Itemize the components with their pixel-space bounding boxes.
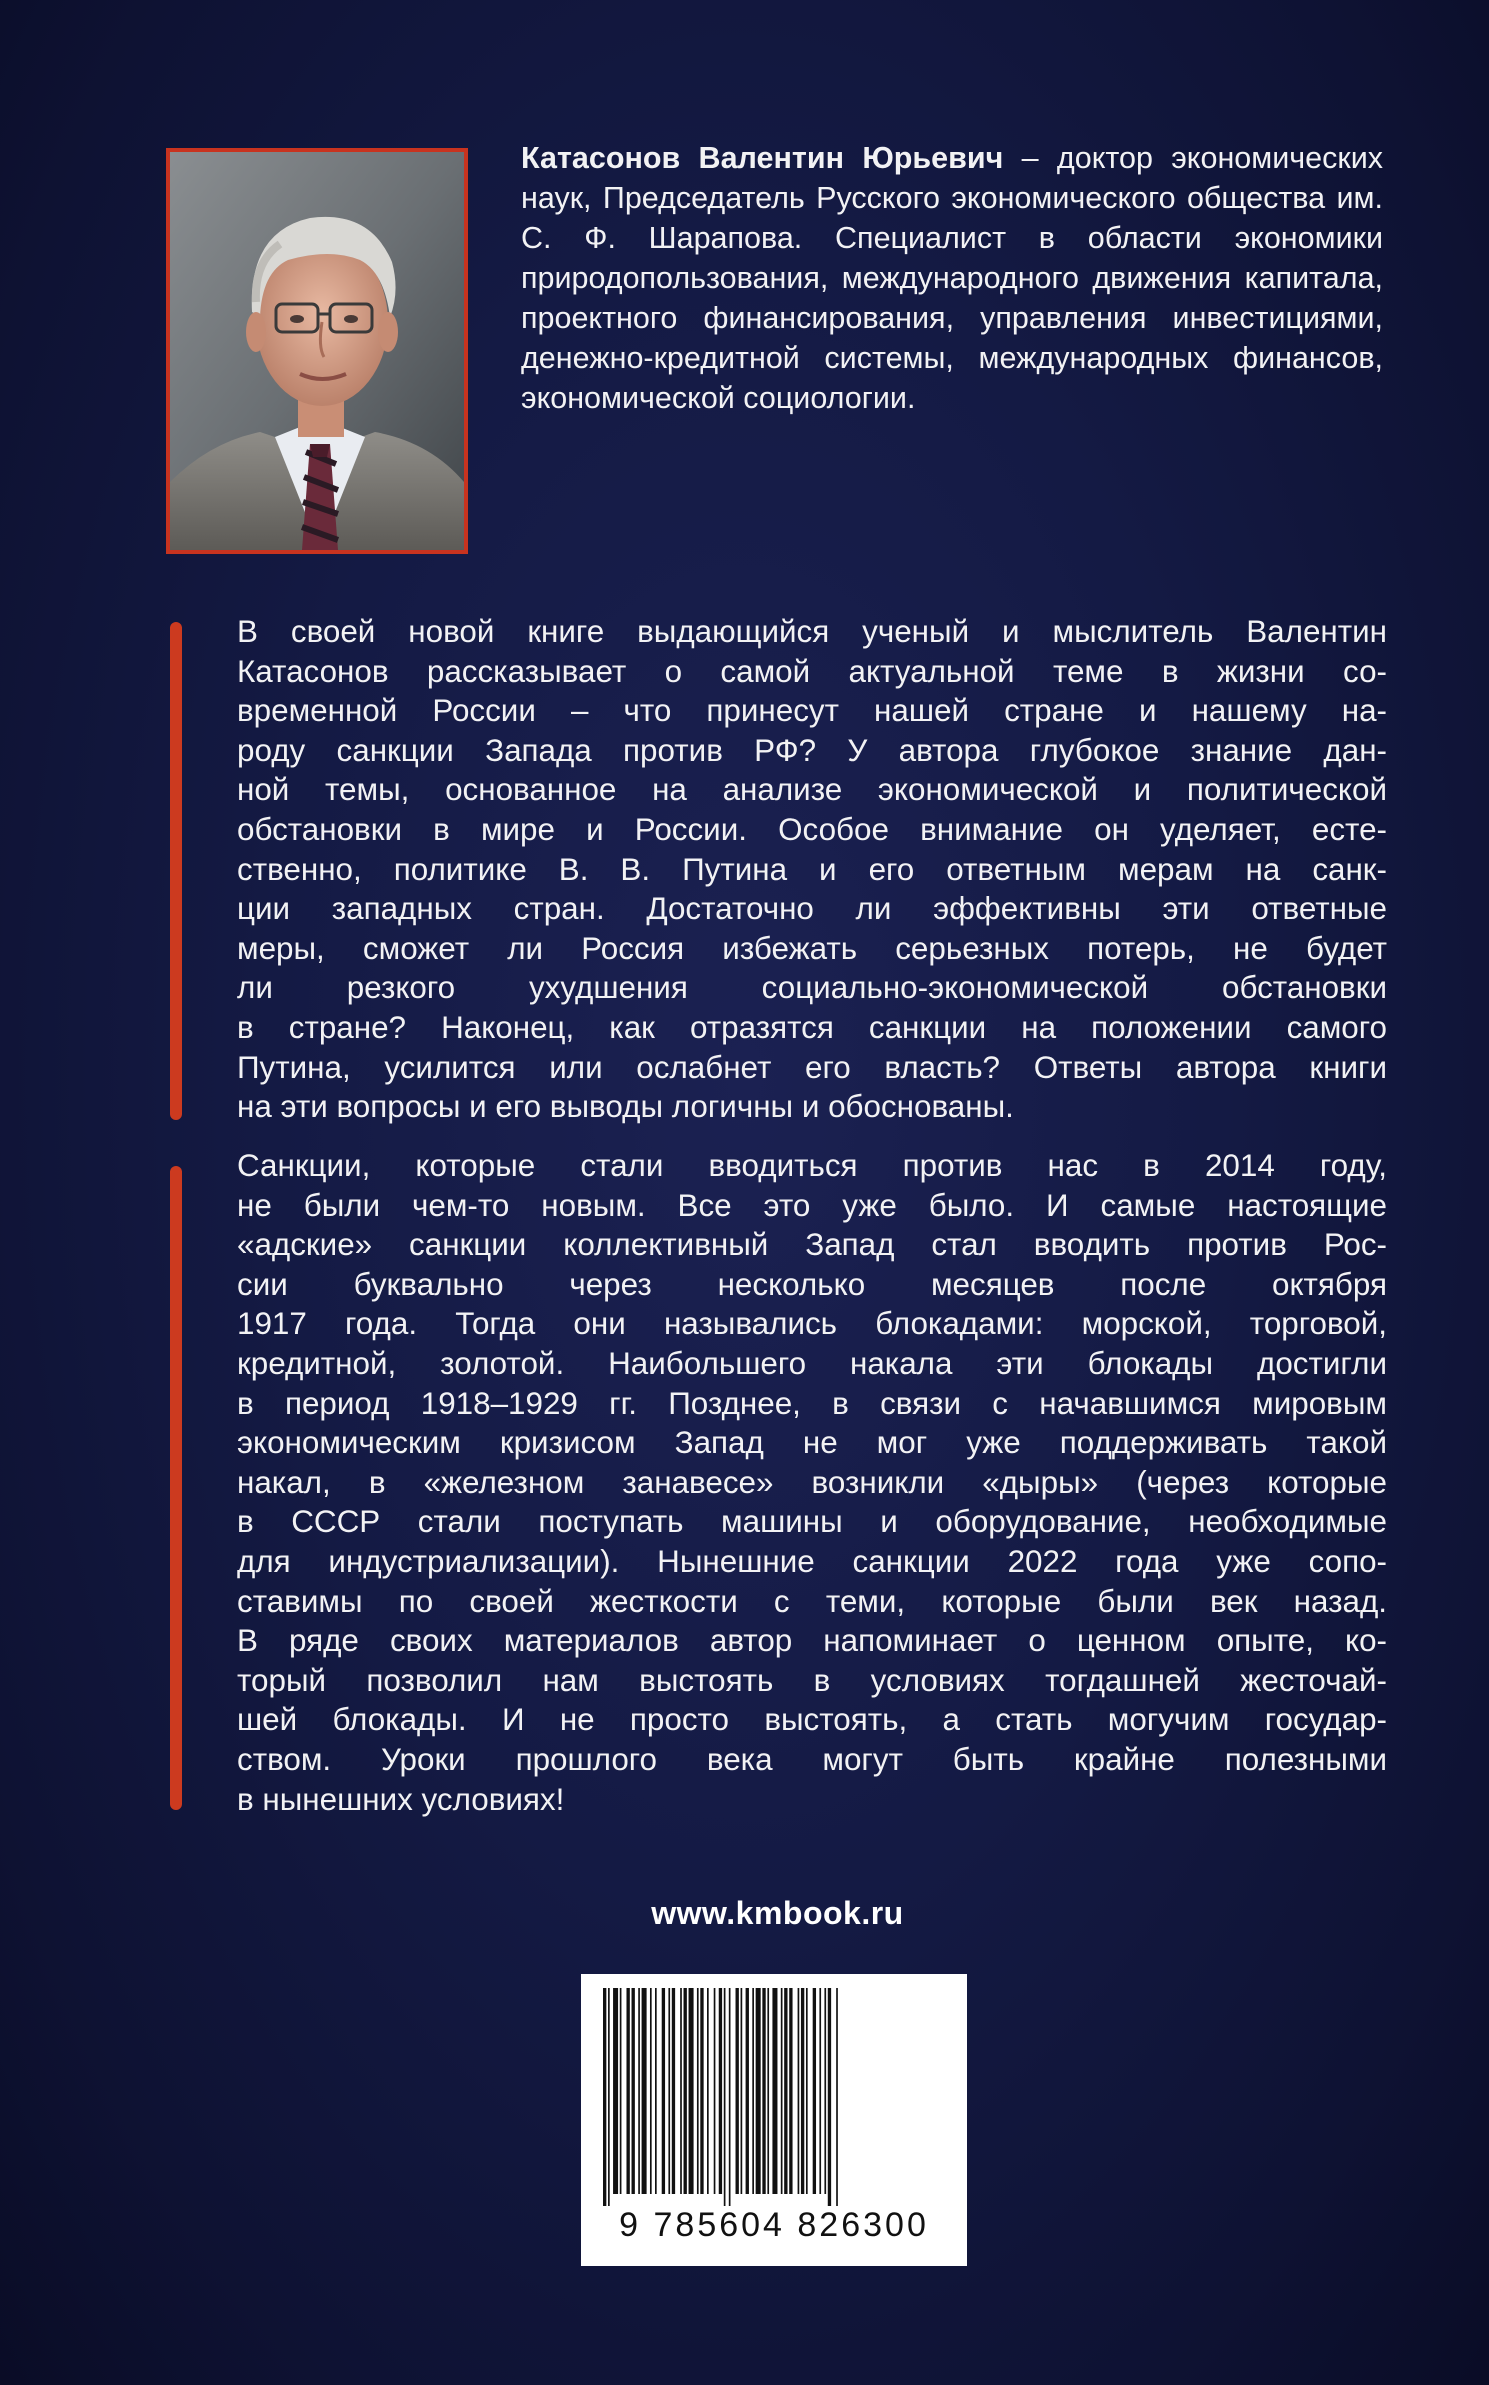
- barcode-bar: [828, 1988, 831, 2206]
- description-paragraph-1: [237, 612, 1387, 1127]
- barcode-bar: [736, 1988, 739, 2194]
- barcode-bar: [655, 1988, 657, 2194]
- barcode-bars: [581, 1974, 967, 2206]
- text-line: шей блокады. И не просто выстоять, а стать могучим государ-: [237, 1702, 1387, 1738]
- barcode-bar: [801, 1988, 804, 2194]
- barcode-bar: [707, 1988, 709, 2194]
- text-line: в период 1918–1929 гг. Позднее, в связи с начавшимся мировым: [237, 1385, 1387, 1421]
- author-name: Катасонов Валентин Юрьевич: [521, 141, 1004, 175]
- barcode-bar: [824, 1988, 826, 2194]
- text-line: «адские» санкции коллективный Запад стал вводить против Рос-: [237, 1227, 1387, 1263]
- barcode-bar: [650, 1988, 652, 2194]
- text-line: накал, в «железном занавесе» возникли «дыры» (через которые: [237, 1464, 1387, 1500]
- accent-bar-1: [170, 622, 182, 1120]
- barcode-bar: [689, 1988, 694, 2194]
- barcode-bar: [752, 1988, 754, 2194]
- text-line: ции западных стран. Достаточно ли эффективны эти ответные: [237, 891, 1387, 927]
- barcode-bar: [613, 1988, 618, 2194]
- barcode-bar: [697, 1988, 699, 2194]
- text-line: для индустриализации). Нынешние санкции 2022 года уже сопо-: [237, 1543, 1387, 1579]
- barcode-bar: [626, 1988, 629, 2194]
- barcode-bar: [632, 1988, 635, 2194]
- text-line: Путина, усилится или ослабнет его власть? Ответы автора книги: [237, 1049, 1387, 1085]
- barcode-bar: [642, 1988, 647, 2194]
- barcode-bar: [719, 1988, 722, 2194]
- text-line: не были чем-то новым. Все это уже было. И самые настоящие: [237, 1187, 1387, 1223]
- barcode-bar: [819, 1988, 821, 2194]
- text-line: ством. Уроки прошлого века могут быть крайне полезными: [237, 1741, 1387, 1777]
- accent-bar-2: [170, 1166, 182, 1810]
- text-line: на эти вопросы и его выводы логичны и обоснованы.: [237, 1089, 1014, 1125]
- text-line: в СССР стали поступать машины и оборудование, необходимые: [237, 1504, 1387, 1540]
- text-line: В ряде своих материалов автор напоминает о ценном опыте, ко-: [237, 1623, 1387, 1659]
- barcode-bar: [813, 1988, 816, 2194]
- author-photo: [166, 148, 468, 554]
- barcode-bar: [756, 1988, 761, 2194]
- text-line: в стране? Наконец, как отразятся санкции на положении самого: [237, 1009, 1387, 1045]
- barcode-bar: [672, 1988, 675, 2194]
- barcode-bar: [798, 1988, 800, 2194]
- barcode-bar: [767, 1988, 769, 2194]
- author-bio-text: – доктор экономических наук, Председатель Русского экономического общества им. С. Ф. Шарапова. Специалист в области экономики природопользования, международного движения капитала, проектного финансирования, управления инвестициями, денежно-кредитной системы, международных финансов, экономической социологии.: [521, 141, 1384, 415]
- barcode-bar: [662, 1988, 665, 2194]
- barcode-bar: [789, 1988, 792, 2194]
- text-line: роду санкции Запада против РФ? У автора глубокое знание дан-: [237, 732, 1387, 768]
- description-paragraph-2: [237, 1146, 1387, 1819]
- barcode-bar: [746, 1988, 749, 2194]
- barcode-bar: [608, 1988, 610, 2206]
- text-line: в нынешних условиях!: [237, 1781, 565, 1817]
- text-line: кредитной, золотой. Наибольшего накала эти блокады достигли: [237, 1345, 1387, 1381]
- author-bio: [521, 138, 1383, 418]
- isbn-barcode: [581, 1974, 967, 2266]
- text-line: ственно, политике В. В. Путина и его ответным мерам на санк-: [237, 851, 1387, 887]
- text-line: торый позволил нам выстоять в условиях тогдашней жесточай-: [237, 1662, 1387, 1698]
- text-line: ставимы по своей жесткости с теми, которые были век назад.: [237, 1583, 1387, 1619]
- barcode-bar: [772, 1988, 777, 2194]
- barcode-bar: [668, 1988, 670, 2194]
- barcode-bar: [729, 1988, 731, 2206]
- text-line: 1917 года. Тогда они назывались блокадами: морской, торговой,: [237, 1306, 1387, 1342]
- text-line: В своей новой книге выдающийся ученый и мыслитель Валентин: [237, 614, 1387, 649]
- text-line: ли резкого ухудшения социально-экономической обстановки: [237, 970, 1387, 1006]
- text-line: Санкции, которые стали вводиться против нас в 2014 году,: [237, 1148, 1387, 1183]
- text-line: временной России – что принесут нашей стране и нашему на-: [237, 693, 1387, 729]
- barcode-bar: [762, 1988, 765, 2194]
- barcode-bar: [784, 1988, 787, 2194]
- barcode-bar: [741, 1988, 743, 2194]
- barcode-bar: [806, 1988, 808, 2194]
- barcode-bar: [724, 1988, 726, 2206]
- barcode-bar: [680, 1988, 682, 2194]
- text-line: экономическим кризисом Запад не мог уже поддерживать такой: [237, 1425, 1387, 1461]
- barcode-bar: [638, 1988, 640, 2194]
- barcode-bar: [684, 1988, 687, 2194]
- text-line: обстановки в мире и России. Особое внимание он уделяет, есте-: [237, 811, 1387, 847]
- barcode-bar: [603, 1988, 606, 2206]
- barcode-bar: [836, 1988, 838, 2206]
- author-portrait-image: [170, 152, 464, 550]
- text-line: Катасонов рассказывает о самой актуальной теме в жизни со-: [237, 653, 1387, 689]
- barcode-bar: [781, 1988, 783, 2194]
- barcode-bar: [714, 1988, 716, 2194]
- publisher-website: www.kmbook.ru: [651, 1895, 904, 1931]
- barcode-bar: [700, 1988, 703, 2194]
- text-line: меры, сможет ли Россия избежать серьезных потерь, не будет: [237, 930, 1387, 966]
- isbn-number: 9 785604 826300: [619, 2206, 929, 2244]
- text-line: сии буквально через несколько месяцев после октября: [237, 1266, 1387, 1302]
- text-line: ной темы, основанное на анализе экономической и политической: [237, 772, 1387, 808]
- barcode-bar: [620, 1988, 622, 2194]
